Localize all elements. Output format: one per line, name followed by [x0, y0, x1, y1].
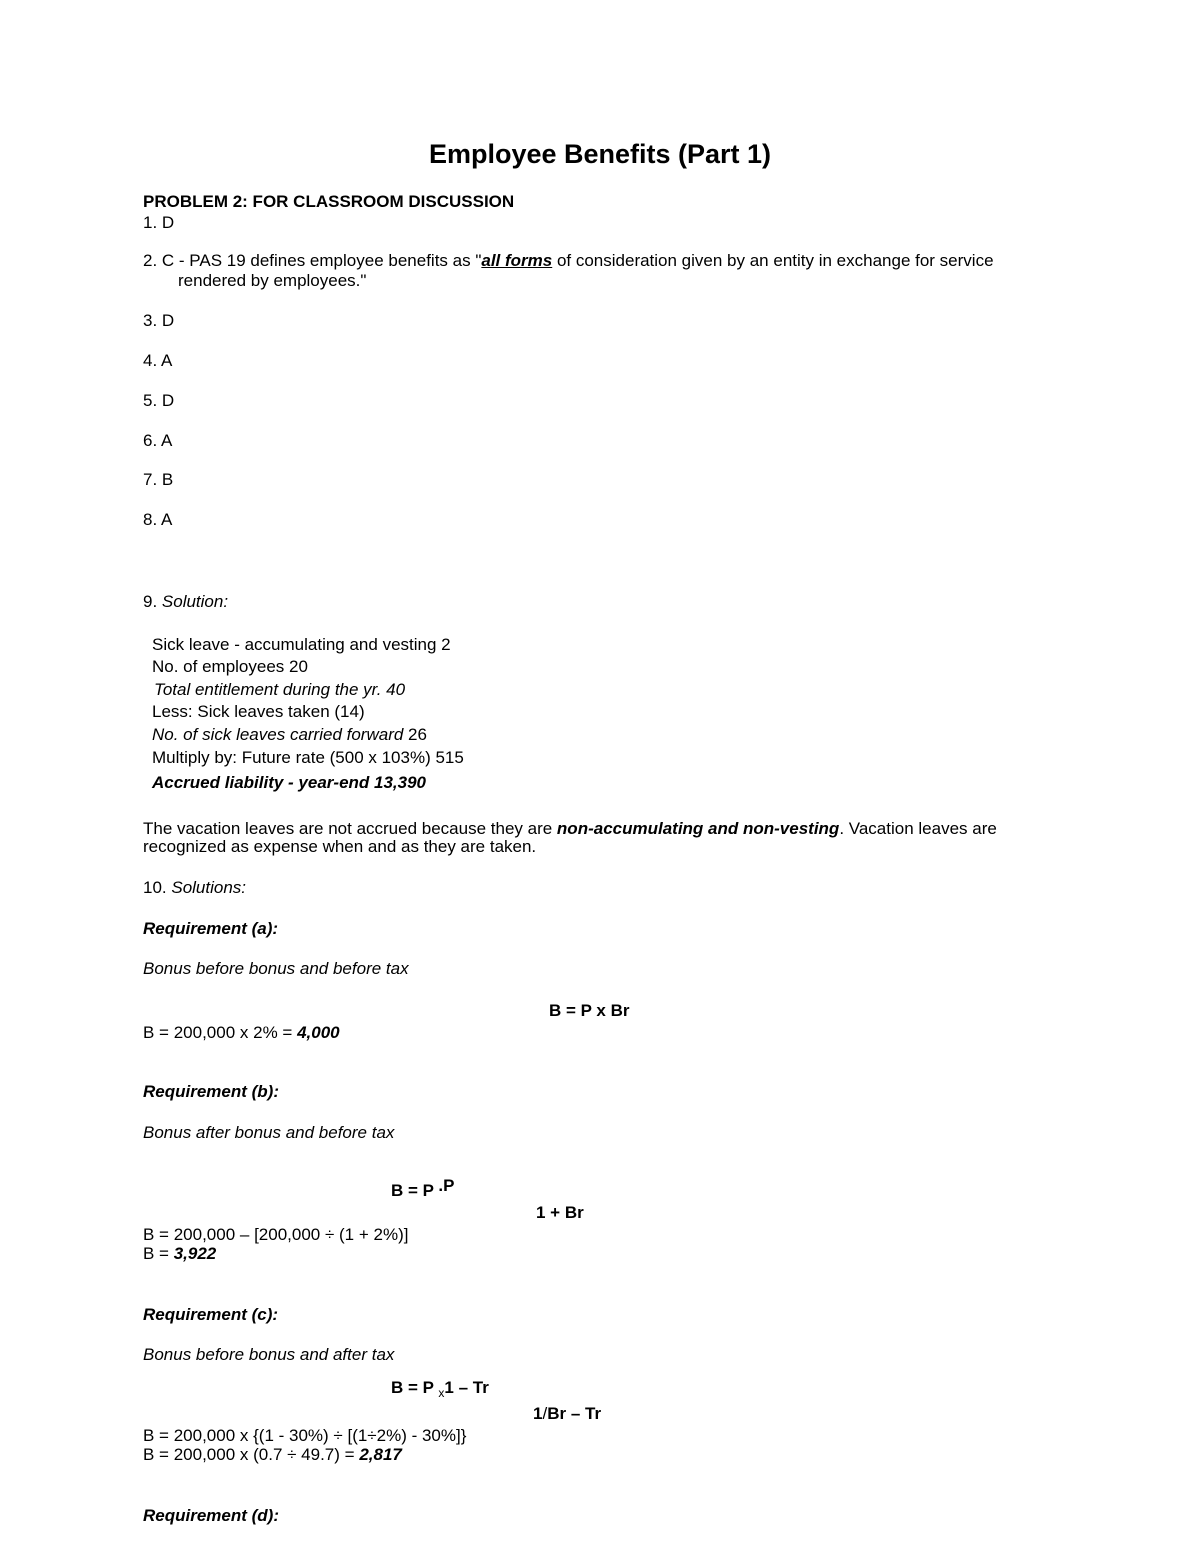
answer-2-emphasis: all forms: [481, 251, 553, 270]
req-c-result: 2,817: [359, 1445, 402, 1464]
req-a-heading: Requirement (a):: [143, 919, 279, 938]
q9-row-sick-leave: Sick leave - accumulating and vesting 2: [152, 635, 451, 654]
answer-6: 6. A: [143, 431, 173, 450]
answer-1: 1. D: [143, 213, 175, 232]
answer-5: 5. D: [143, 391, 175, 410]
answer-2-line2: rendered by employees.": [178, 271, 367, 290]
req-b-calculation-1: B = 200,000 – [200,000 ÷ (1 + 2%)]: [143, 1225, 409, 1244]
q9-row-future-rate: Multiply by: Future rate (500 x 103%) 515: [152, 748, 464, 767]
answer-3: 3. D: [143, 311, 175, 330]
req-b-formula-denominator: 1 + Br: [536, 1203, 584, 1222]
answer-2: [143, 251, 994, 271]
req-a-description: Bonus before bonus and before tax: [143, 959, 409, 978]
q9-note-line2: recognized as expense when and as they are taken.: [143, 837, 537, 856]
q9-row-leaves-taken: Less: Sick leaves taken (14): [152, 702, 365, 721]
q9-note-text-cont: . Vacation leaves are: [839, 819, 997, 838]
q10-label: [143, 878, 246, 898]
req-c-formula-denominator: [533, 1404, 601, 1424]
req-c-description: Bonus before bonus and after tax: [143, 1345, 395, 1364]
q9-solution: Solution:: [161, 592, 229, 611]
q10-number: 10.: [143, 878, 172, 897]
req-c-formula: [391, 1378, 489, 1398]
req-c-denom-one: 1: [533, 1404, 543, 1423]
answer-8: 8. A: [143, 510, 173, 529]
answer-2-text: 2. C - PAS 19 defines employee benefits as ": [143, 251, 482, 270]
req-c-calculation-2: [143, 1445, 402, 1465]
page-title: Employee Benefits (Part 1): [428, 139, 772, 169]
req-a-calc-text: B = 200,000 x 2% =: [143, 1023, 298, 1042]
q9-label: [143, 592, 228, 612]
q9-note-text: The vacation leaves are not accrued because they are: [143, 819, 557, 838]
req-b-calc2-text: B =: [143, 1244, 174, 1263]
req-a-formula: B = P x Br: [549, 1001, 630, 1020]
q9-row-carried-forward: [152, 725, 427, 745]
req-c-denom-slash: /: [542, 1404, 548, 1423]
req-b-formula: [391, 1176, 455, 1201]
answer-7: 7. B: [143, 470, 174, 489]
req-b-result: 3,922: [173, 1244, 217, 1263]
q9-note-emphasis: non-accumulating and non-vesting: [556, 819, 840, 838]
req-c-calculation-1: B = 200,000 x {(1 - 30%) ÷ [(1÷2%) - 30%]}: [143, 1426, 467, 1445]
q9-row-total-entitlement: Total entitlement during the yr. 40: [154, 680, 406, 699]
q9-row-accrued-liability: Accrued liability - year-end 13,390: [152, 773, 427, 792]
req-c-heading: Requirement (c):: [143, 1305, 279, 1324]
q9-row-employees: No. of employees 20: [152, 657, 308, 676]
answer-4: 4. A: [143, 351, 173, 370]
req-c-calc2-text: B = 200,000 x (0.7 ÷ 49.7) =: [143, 1445, 360, 1464]
q9-number: 9.: [143, 592, 162, 611]
req-b-formula-sup: .P: [433, 1176, 455, 1195]
req-b-heading: Requirement (b):: [143, 1082, 279, 1101]
req-d-heading: Requirement (d):: [143, 1506, 279, 1525]
req-b-calculation-2: [143, 1244, 216, 1264]
problem-heading: PROBLEM 2: FOR CLASSROOM DISCUSSION: [143, 192, 515, 211]
q9-carried-forward-label: No. of sick leaves carried forward: [152, 725, 404, 744]
req-c-denom-rest: Br – Tr: [547, 1404, 602, 1423]
q9-carried-forward-value: 26: [403, 725, 427, 744]
req-a-result: 4,000: [297, 1023, 340, 1042]
req-c-formula-main: B = P: [391, 1378, 439, 1397]
req-c-formula-rest: 1 – Tr: [444, 1378, 489, 1397]
req-c-formula-x: x: [438, 1386, 445, 1400]
answer-2-text-cont: of consideration given by an entity in exchange for service: [552, 251, 994, 270]
q10-solutions: Solutions:: [171, 878, 247, 897]
req-b-description: Bonus after bonus and before tax: [143, 1123, 395, 1142]
req-b-formula-main: B = P: [391, 1181, 434, 1200]
req-a-calculation: [143, 1023, 340, 1043]
